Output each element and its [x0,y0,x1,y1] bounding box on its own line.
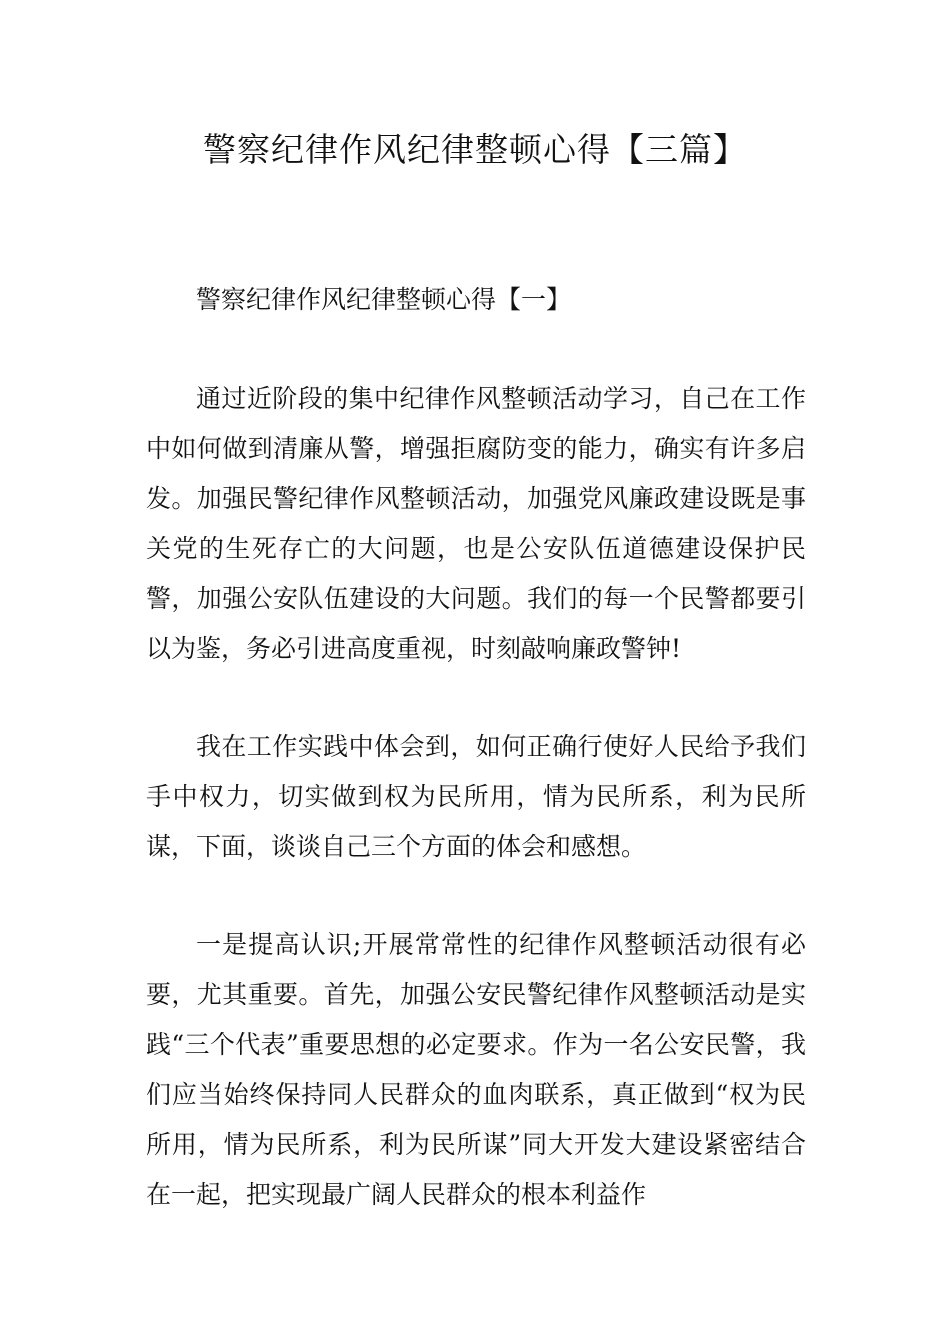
document-title: 警察纪律作风纪律整顿心得【三篇】 [203,130,747,169]
section-heading: 警察纪律作风纪律整顿心得【一】 [196,285,572,314]
paragraph-3: 一是提高认识;开展常常性的纪律作风整顿活动很有必要，尤其重要。首先，加强公安民警纪律作风整顿活动是实践“三个代表”重要思想的必定要求。作为一名公安民警，我们应当始终保持同人民群众的血肉联系，真正做到“权为民所用，情为民所系，利为民所谋”同大开发大建设紧密结合在一起，把实现最广阔人民群众的根本利益作 [146,930,806,1209]
paragraph-1: 通过近阶段的集中纪律作风整顿活动学习，自己在工作中如何做到清廉从警，增强拒腐防变的能力，确实有许多启发。加强民警纪律作风整顿活动，加强党风廉政建设既是事关党的生死存亡的大问题，也是公安队伍道德建设保护民警，加强公安队伍建设的大问题。我们的每一个民警都要引以为鉴，务必引进高度重视，时刻敲响廉政警钟! [146,384,806,663]
paragraph-2: 我在工作实践中体会到，如何正确行使好人民给予我们手中权力，切实做到权为民所用，情为民所系，利为民所谋，下面，谈谈自己三个方面的体会和感想。 [146,732,806,861]
